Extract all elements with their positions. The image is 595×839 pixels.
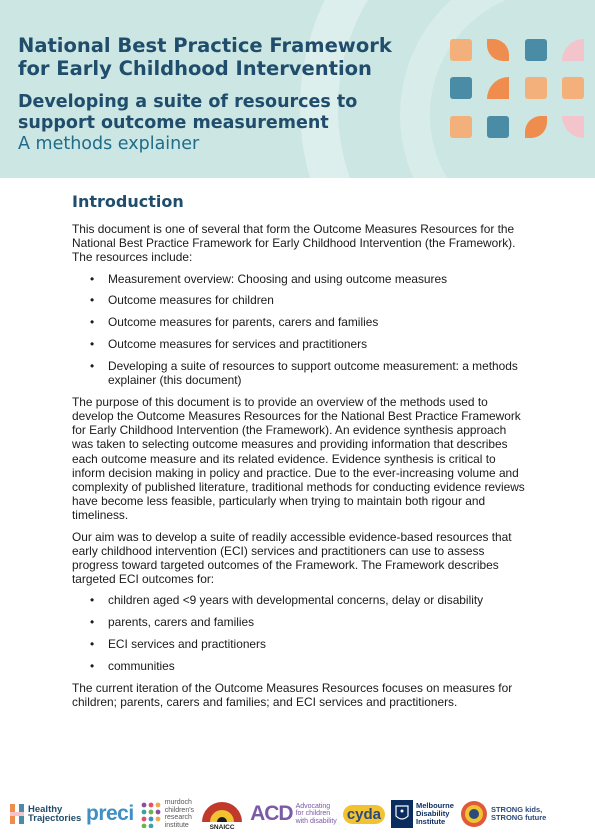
list-item: • Outcome measures for children bbox=[72, 293, 527, 307]
section-heading: Introduction bbox=[72, 192, 184, 211]
document-subtitle: Developing a suite of resources to support outcome measurement bbox=[18, 92, 358, 133]
preci-logo bbox=[86, 802, 134, 826]
healthy-trajectories-mark bbox=[8, 800, 28, 828]
header-banner bbox=[0, 0, 595, 178]
acd-tagline-line: Advocating bbox=[295, 802, 331, 810]
healthy-trajectories-wordmark: Healthy Trajectories bbox=[28, 804, 82, 824]
murdoch-line: institute bbox=[164, 821, 189, 829]
document-subtitle-secondary: A methods explainer bbox=[18, 134, 200, 154]
snaicc-wordmark: SNAICC bbox=[209, 823, 235, 831]
list-item: • Developing a suite of resources to support outcome measurement: a methods explainer (this document) bbox=[72, 359, 527, 387]
melbourne-logo bbox=[391, 800, 454, 828]
murdoch-dots-mark bbox=[140, 800, 162, 828]
orange-square-shape bbox=[450, 39, 472, 61]
acd-logo bbox=[250, 802, 337, 826]
blue-square-shape bbox=[525, 39, 547, 61]
preci-wordmark: preci bbox=[86, 802, 134, 825]
blue-square-shape bbox=[487, 116, 509, 138]
intro-paragraph: This document is one of several that form the Outcome Measures Resources for the National Best Practice Framework for Early Childhood Intervention (the Framework). The resources include: bbox=[72, 222, 516, 265]
university-crest-mark bbox=[391, 800, 413, 828]
list-item: • children aged <9 years with developmental concerns, delay or disability bbox=[72, 593, 527, 607]
orange-square-shape bbox=[450, 116, 472, 138]
murdoch-line: murdoch bbox=[164, 799, 192, 806]
cyda-wordmark: cyda bbox=[343, 805, 385, 824]
healthy-trajectories-logo bbox=[8, 800, 80, 828]
aim-paragraph: Our aim was to develop a suite of readily accessible evidence-based resources that early childhood intervention (ECI) services and practitioners can use to assess progress toward targeted outcomes of the Framework. The Framework describes targeted ECI outcomes for: bbox=[72, 529, 512, 587]
acd-tagline-line: with disability bbox=[295, 817, 337, 825]
acd-wordmark: ACD bbox=[250, 802, 293, 825]
orange-square-shape bbox=[562, 77, 584, 99]
strong-kids-logo bbox=[460, 800, 546, 828]
outcomes-list bbox=[72, 593, 527, 673]
melbourne-line: Disability bbox=[416, 809, 450, 818]
murdoch-line: research bbox=[164, 814, 192, 821]
strong-kids-line: STRONG future bbox=[490, 813, 547, 822]
murdoch-logo bbox=[140, 799, 194, 829]
list-item: • Measurement overview: Choosing and using outcome measures bbox=[72, 272, 527, 286]
document-title: National Best Practice Framework for Early Childhood Intervention bbox=[18, 34, 392, 80]
list-item: • Outcome measures for services and practitioners bbox=[72, 337, 527, 351]
strong-kids-burst-mark bbox=[460, 800, 488, 828]
acd-tagline-line: for children bbox=[295, 810, 331, 818]
orange-square-shape bbox=[525, 77, 547, 99]
purpose-paragraph: The purpose of this document is to provide an overview of the methods used to develop the Outcome Measures Resources for the National Best Practice Framework for Early Childhood Intervention (the Framework). An evidence synthesis approach was taken to selecting outcome measures and providing information that describes each outcome measure and its related evidence. Evidence synthesis is critical to inform decision making in policy and practice. Due to the ever-increasing volume and complexity of published literature, traditional methods for conducting evidence reviews have become less feasible, particularly when trying to maintain both rigour and timeliness. bbox=[72, 394, 525, 523]
cyda-logo bbox=[343, 805, 385, 824]
resources-list bbox=[72, 272, 527, 388]
list-item: • parents, carers and families bbox=[72, 615, 527, 629]
snaicc-logo bbox=[200, 798, 244, 831]
list-item: • communities bbox=[72, 659, 527, 673]
current-iteration-paragraph: The current iteration of the Outcome Measures Resources focuses on measures for children; parents, carers and families; and ECI services and practitioners. bbox=[72, 680, 513, 709]
murdoch-line: children's bbox=[164, 806, 195, 814]
melbourne-line: Institute bbox=[416, 817, 446, 826]
melbourne-line: Melbourne bbox=[416, 801, 454, 810]
list-item: • Outcome measures for parents, carers and families bbox=[72, 315, 527, 329]
strong-kids-line: STRONG kids, bbox=[490, 804, 543, 814]
list-item: • ECI services and practitioners bbox=[72, 637, 527, 651]
blue-square-shape bbox=[450, 77, 472, 99]
partner-logos bbox=[8, 796, 588, 832]
snaicc-sun-mark bbox=[200, 798, 244, 824]
introduction-section bbox=[72, 192, 527, 716]
